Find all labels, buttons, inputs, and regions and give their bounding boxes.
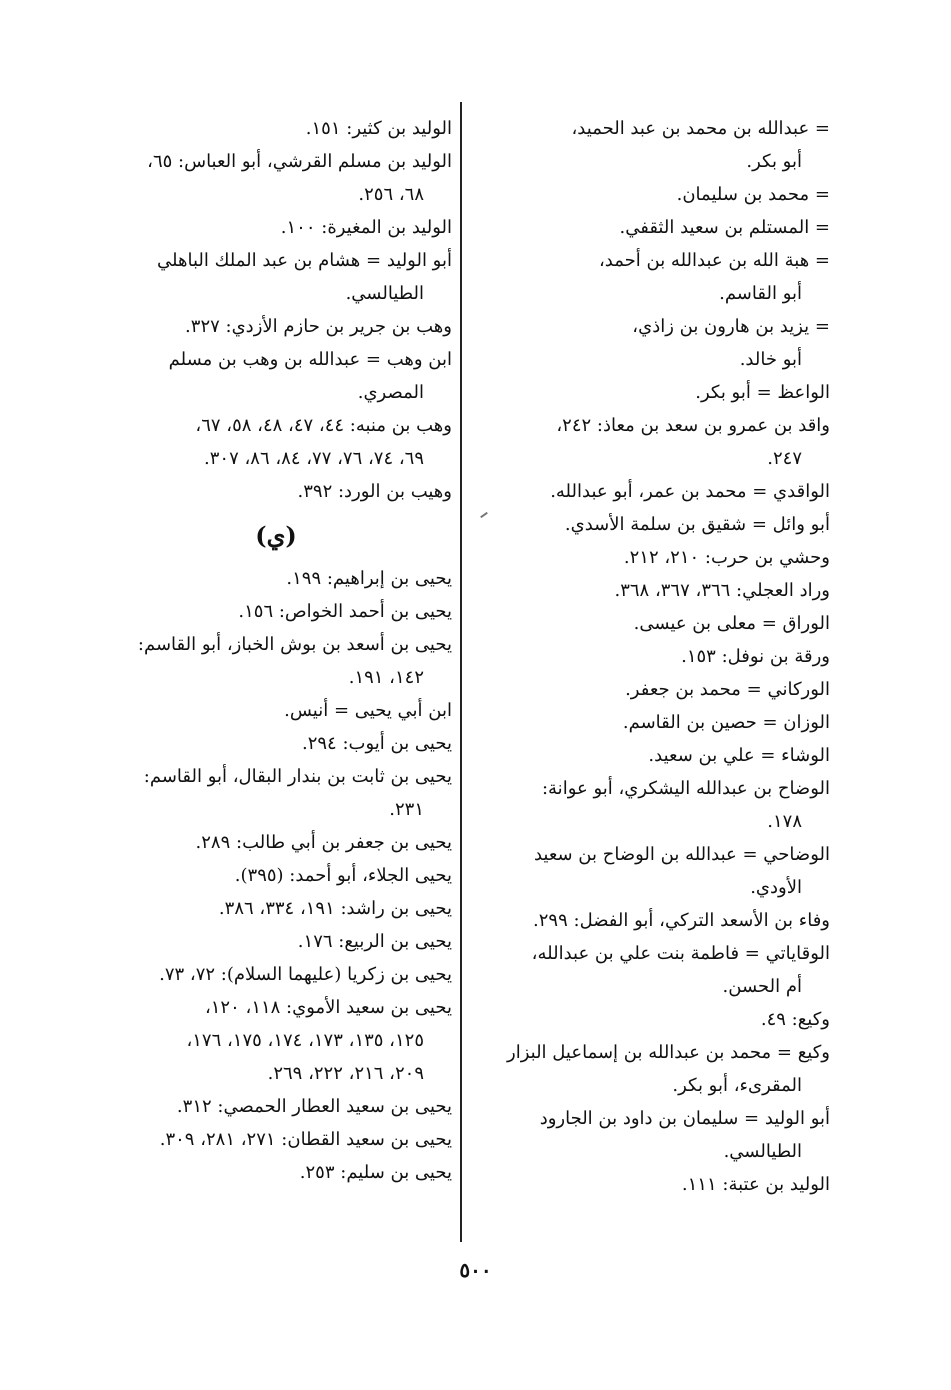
index-entry — [100, 310, 452, 343]
index-entry — [478, 838, 830, 904]
index-entry — [100, 145, 452, 211]
index-entry — [100, 727, 452, 760]
entry-continuation-text: الطيالسي. — [345, 283, 424, 304]
index-entry — [478, 178, 830, 211]
index-entry — [478, 1102, 830, 1168]
entry-heading-text: يحيى بن ثابت بن بندار البقال، أبو القاسم: — [143, 766, 452, 787]
index-entry — [478, 211, 830, 244]
left-column — [100, 112, 452, 1189]
index-entry — [478, 607, 830, 640]
index-entry — [478, 508, 830, 541]
entry-heading-text: وكيع: ٤٩. — [760, 1009, 830, 1030]
entry-heading-text: يحيى بن سليم: ٢٥٣. — [299, 1162, 452, 1183]
index-entry — [100, 892, 452, 925]
entry-heading-text: وراد العجلي: ٣٦٦، ٣٦٧، ٣٦٨. — [614, 580, 830, 601]
index-entry — [100, 595, 452, 628]
entry-heading-text: الوليد بن عتبة: ١١١. — [681, 1174, 830, 1195]
entry-heading-text: ورقة بن نوفل: ١٥٣. — [681, 646, 830, 667]
index-entry — [100, 1156, 452, 1189]
index-entry — [100, 1057, 452, 1090]
entry-continuation-text: ٢٣١. — [389, 799, 424, 820]
index-entry — [478, 409, 830, 475]
entry-heading-text: الوراق = معلى بن عيسى. — [633, 613, 830, 634]
index-entry — [478, 673, 830, 706]
left-entries-before — [100, 112, 452, 508]
entry-heading-text: أبو الوليد = سليمان بن داود بن الجارود — [539, 1108, 830, 1129]
page-number: ٥٠٠ — [459, 1258, 492, 1282]
column-divider — [460, 102, 462, 1242]
entry-heading-text: أبو وائل = شقيق بن سلمة الأسدي. — [564, 514, 830, 535]
entry-heading-text: = يزيد بن هارون بن زاذي، — [632, 316, 830, 337]
entry-heading-text: الوضاحي = عبدالله بن الوضاح بن سعيد — [533, 844, 830, 865]
index-entry — [100, 991, 452, 1057]
entry-continuation-text: المقرىء، أبو بكر. — [672, 1075, 802, 1096]
entry-heading-text: الوركاني = محمد بن جعفر. — [625, 679, 830, 700]
entry-continuation-text: ١٢٥، ١٣٥، ١٧٣، ١٧٤، ١٧٥، ١٧٦، — [186, 1030, 424, 1051]
index-entry — [100, 343, 452, 409]
index-entry — [100, 562, 452, 595]
entry-heading-text: يحيى بن أسعد بن بوش الخباز، أبو القاسم: — [137, 634, 452, 655]
index-entry — [478, 310, 830, 376]
entry-heading-text: ابن أبي يحيى = أنيس. — [284, 700, 452, 721]
index-entry — [478, 112, 830, 178]
entry-continuation-text: أبو خالد. — [739, 349, 802, 370]
index-entry — [100, 211, 452, 244]
right-column — [478, 112, 830, 1201]
entry-heading-text: يحيى بن إبراهيم: ١٩٩. — [286, 568, 452, 589]
entry-continuation-text: أبو القاسم. — [719, 283, 802, 304]
index-entry — [478, 739, 830, 772]
index-entry — [478, 1036, 830, 1102]
entry-heading-text: يحيى الجلاء، أبو أحمد: (٣٩٥). — [234, 865, 452, 886]
entry-heading-text: يحيى بن سعيد الأموي: ١١٨، ١٢٠، — [204, 997, 452, 1018]
index-entry — [100, 1090, 452, 1123]
entry-heading-text: يحيى بن زكريا (عليهما السلام): ٧٢، ٧٣. — [159, 964, 452, 985]
section-letter-heading: (ي) — [255, 521, 297, 550]
entry-heading-text: يحيى بن جعفر بن أبي طالب: ٢٨٩. — [195, 832, 452, 853]
entry-heading-text: = محمد بن سليمان. — [676, 184, 830, 205]
entry-heading-text: وفاء بن الأسعد التركي، أبو الفضل: ٢٩٩. — [533, 910, 830, 931]
entry-heading-text: وهب بن منبه: ٤٤، ٤٧، ٤٨، ٥٨، ٦٧، — [195, 415, 452, 436]
index-entry — [100, 859, 452, 892]
index-entry — [478, 640, 830, 673]
index-entry — [478, 937, 830, 1003]
index-entry — [478, 574, 830, 607]
entry-heading-text: واقد بن عمرو بن سعد بن معاذ: ٢٤٢، — [556, 415, 830, 436]
entry-heading-text: يحيى بن سعيد العطار الحمصي: ٣١٢. — [176, 1096, 452, 1117]
entry-continuation-text: ١٤٢، ١٩١. — [348, 667, 424, 688]
index-entry — [100, 925, 452, 958]
index-entry — [100, 244, 452, 310]
entry-heading-text: يحيى بن أيوب: ٢٩٤. — [301, 733, 452, 754]
index-entry — [478, 904, 830, 937]
index-entry — [100, 1123, 452, 1156]
entry-heading-text: الوضاح بن عبدالله اليشكري، أبو عوانة: — [541, 778, 830, 799]
entry-heading-text: = المستلم بن سعيد الثقفي. — [619, 217, 830, 238]
index-entry — [100, 958, 452, 991]
index-entry — [478, 541, 830, 574]
index-entry — [478, 475, 830, 508]
entry-continuation-text: أم الحسن. — [722, 976, 802, 997]
left-entries-after — [100, 562, 452, 1189]
entry-continuation-text: ٢٤٧. — [767, 448, 802, 469]
index-entry — [100, 760, 452, 826]
index-entry — [100, 694, 452, 727]
entry-heading-text: وحشي بن حرب: ٢١٠، ٢١٢. — [623, 547, 830, 568]
entry-heading-text: الوزان = حصين بن القاسم. — [622, 712, 830, 733]
index-entry — [478, 772, 830, 838]
entry-continuation-text: ١٧٨. — [767, 811, 802, 832]
index-entry — [100, 475, 452, 508]
entry-continuation-text: ٦٨، ٢٥٦. — [358, 184, 424, 205]
entry-continuation-text: الأودي. — [750, 877, 802, 898]
entry-heading-text: وهيب بن الورد: ٣٩٢. — [297, 481, 452, 502]
entry-heading-text: ابن وهب = عبدالله بن وهب بن مسلم — [168, 349, 452, 370]
entry-heading-text: يحيى بن راشد: ١٩١، ٣٣٤، ٣٨٦. — [218, 898, 452, 919]
entry-heading-text: وكيع = محمد بن عبدالله بن إسماعيل البزار — [507, 1042, 830, 1063]
entry-heading-text: الواقدي = محمد بن عمر، أبو عبدالله. — [550, 481, 830, 502]
entry-heading-text: الواعظ = أبو بكر. — [695, 382, 830, 403]
entry-heading-text: الوليد بن كثير: ١٥١. — [305, 118, 452, 139]
index-entry — [100, 826, 452, 859]
entry-heading-text: يحيى بن سعيد القطان: ٢٧١، ٢٨١، ٣٠٩. — [159, 1129, 452, 1150]
entry-heading-text: يحيى بن الربيع: ١٧٦. — [297, 931, 452, 952]
entry-heading-text: وهب بن جرير بن حازم الأزدي: ٣٢٧. — [185, 316, 452, 337]
index-entry — [100, 628, 452, 694]
entry-heading-text: الوليد بن مسلم القرشي، أبو العباس: ٦٥، — [147, 151, 452, 172]
entry-heading-text: أبو الوليد = هشام بن عبد الملك الباهلي — [157, 250, 452, 271]
index-entry — [478, 1003, 830, 1036]
entry-continuation-text: المصري. — [357, 382, 424, 403]
index-entry — [478, 1168, 830, 1201]
entry-continuation-text: ٦٩، ٧٤، ٧٦، ٧٧، ٨٤، ٨٦، ٣٠٧. — [204, 448, 424, 469]
entry-continuation-text: أبو بكر. — [746, 151, 802, 172]
entry-heading-text: الوليد بن المغيرة: ١٠٠. — [280, 217, 452, 238]
index-entry — [478, 376, 830, 409]
index-entry — [478, 244, 830, 310]
index-entry — [100, 112, 452, 145]
entry-heading-text: يحيى بن أحمد الخواص: ١٥٦. — [238, 601, 452, 622]
entry-heading-text: = هبة الله بن عبدالله بن أحمد، — [598, 250, 830, 271]
entry-continuation-text: ٢٠٩، ٢١٦، ٢٢٢، ٢٦٩. — [267, 1063, 424, 1084]
index-entry — [100, 409, 452, 475]
index-entry — [478, 706, 830, 739]
entry-continuation-text: الطيالسي. — [723, 1141, 802, 1162]
entry-heading-text: الوقاياتي = فاطمة بنت علي بن عبدالله، — [531, 943, 830, 964]
entry-heading-text: = عبدالله بن محمد بن عبد الحميد، — [571, 118, 830, 139]
entry-heading-text: الوشاء = علي بن سعيد. — [648, 745, 830, 766]
